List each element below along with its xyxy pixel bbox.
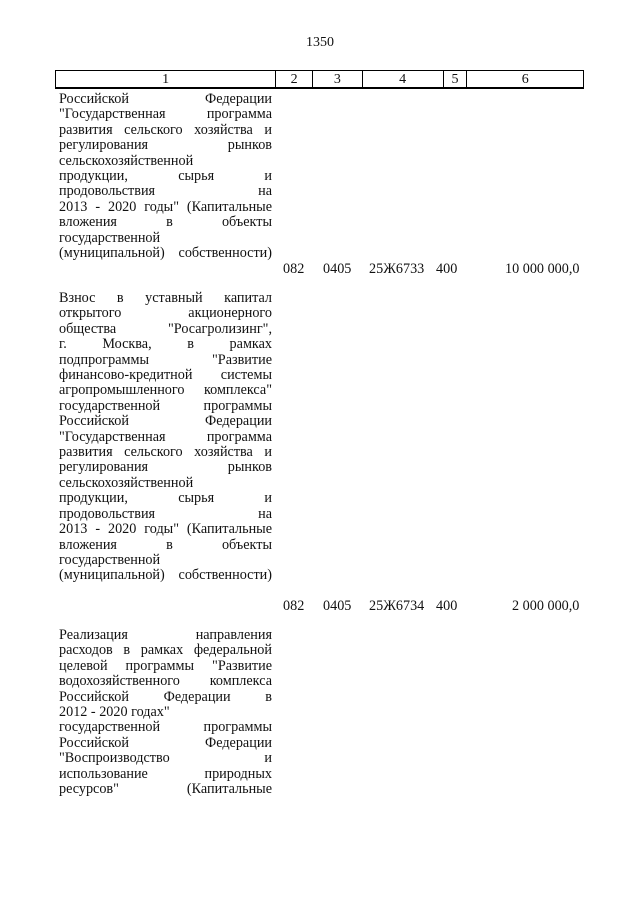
- description-line: финансово-кредитной системы: [59, 367, 272, 384]
- row-3-description: [59, 628, 272, 797]
- description-line: Взнос в уставный капитал: [59, 290, 272, 306]
- description-line: Российской Федерации: [59, 413, 272, 430]
- row-2-col-6: 2 000 000,0: [512, 598, 580, 614]
- header-col-6: 6: [521, 72, 529, 87]
- description-line: "Воспроизводство и: [59, 750, 272, 767]
- header-col-1: 1: [56, 71, 276, 87]
- description-line: Российской Федерации: [59, 91, 272, 107]
- description-line: государственной программы: [59, 397, 272, 414]
- description-line: 2012 - 2020 годах": [59, 704, 170, 721]
- row-1-col-6: 10 000 000,0: [505, 261, 580, 277]
- description-line: ресурсов" (Капитальные: [59, 781, 272, 798]
- header-col-3: 3: [313, 71, 363, 87]
- description-line: открытого акционерного: [59, 305, 272, 322]
- description-line: развития сельского хозяйства и: [59, 121, 272, 138]
- description-line: агропромышленного комплекса": [59, 382, 272, 399]
- row-2-col-3: 0405: [323, 598, 352, 614]
- row-2-col-5: 400: [436, 598, 458, 614]
- description-line: вложения в объекты: [59, 536, 272, 553]
- description-line: продовольствия на: [59, 505, 272, 522]
- description-line: расходов в рамках федеральной: [59, 642, 272, 659]
- description-line: продукции, сырья и: [59, 490, 272, 507]
- description-line: Российской Федерации: [59, 734, 272, 751]
- description-line: сельскохозяйственной: [59, 152, 194, 169]
- description-line: развития сельского хозяйства и: [59, 444, 272, 461]
- description-line: целевой программы "Развитие: [59, 657, 272, 674]
- row-2-col-2: 082: [283, 598, 305, 614]
- header-col-4: 4: [363, 71, 444, 87]
- row-2-col-4: 25Ж6734: [369, 598, 425, 614]
- row-1-col-5: 400: [436, 261, 458, 277]
- header-col-5: 5: [444, 71, 468, 87]
- description-line: вложения в объекты: [59, 214, 272, 231]
- description-line: государственной: [59, 551, 161, 568]
- description-line: "Государственная программа: [59, 106, 272, 123]
- description-line: сельскохозяйственной: [59, 474, 194, 491]
- row-2-description: [59, 291, 272, 584]
- description-line: государственной программы: [59, 719, 272, 736]
- description-line: Российской Федерации в: [59, 688, 272, 705]
- description-line: "Государственная программа: [59, 428, 272, 445]
- description-line: (муниципальной) собственности): [59, 567, 272, 584]
- row-1-col-4: 25Ж6733: [369, 261, 425, 277]
- page-number: 1350: [306, 35, 334, 50]
- description-line: использование природных: [59, 765, 272, 782]
- table-header: [55, 70, 584, 89]
- description-line: продовольствия на: [59, 183, 272, 200]
- description-line: Реализация направления: [59, 627, 272, 643]
- description-line: подпрограммы "Развитие: [59, 351, 272, 368]
- description-line: регулирования рынков: [59, 459, 272, 476]
- description-line: (муниципальной) собственности): [59, 245, 272, 262]
- description-line: общества "Росагролизинг",: [59, 320, 272, 337]
- description-line: г. Москва, в рамках: [59, 336, 272, 353]
- row-1-col-2: 082: [283, 261, 305, 277]
- description-line: регулирования рынков: [59, 137, 272, 154]
- description-line: 2013 - 2020 годы" (Капитальные: [59, 198, 272, 215]
- description-line: водохозяйственного комплекса: [59, 673, 272, 690]
- description-line: государственной: [59, 229, 161, 246]
- row-1-col-3: 0405: [323, 261, 352, 277]
- header-col-2: 2: [276, 71, 313, 87]
- description-line: 2013 - 2020 годы" (Капитальные: [59, 521, 272, 538]
- description-line: продукции, сырья и: [59, 168, 272, 185]
- row-1-description: [59, 92, 272, 261]
